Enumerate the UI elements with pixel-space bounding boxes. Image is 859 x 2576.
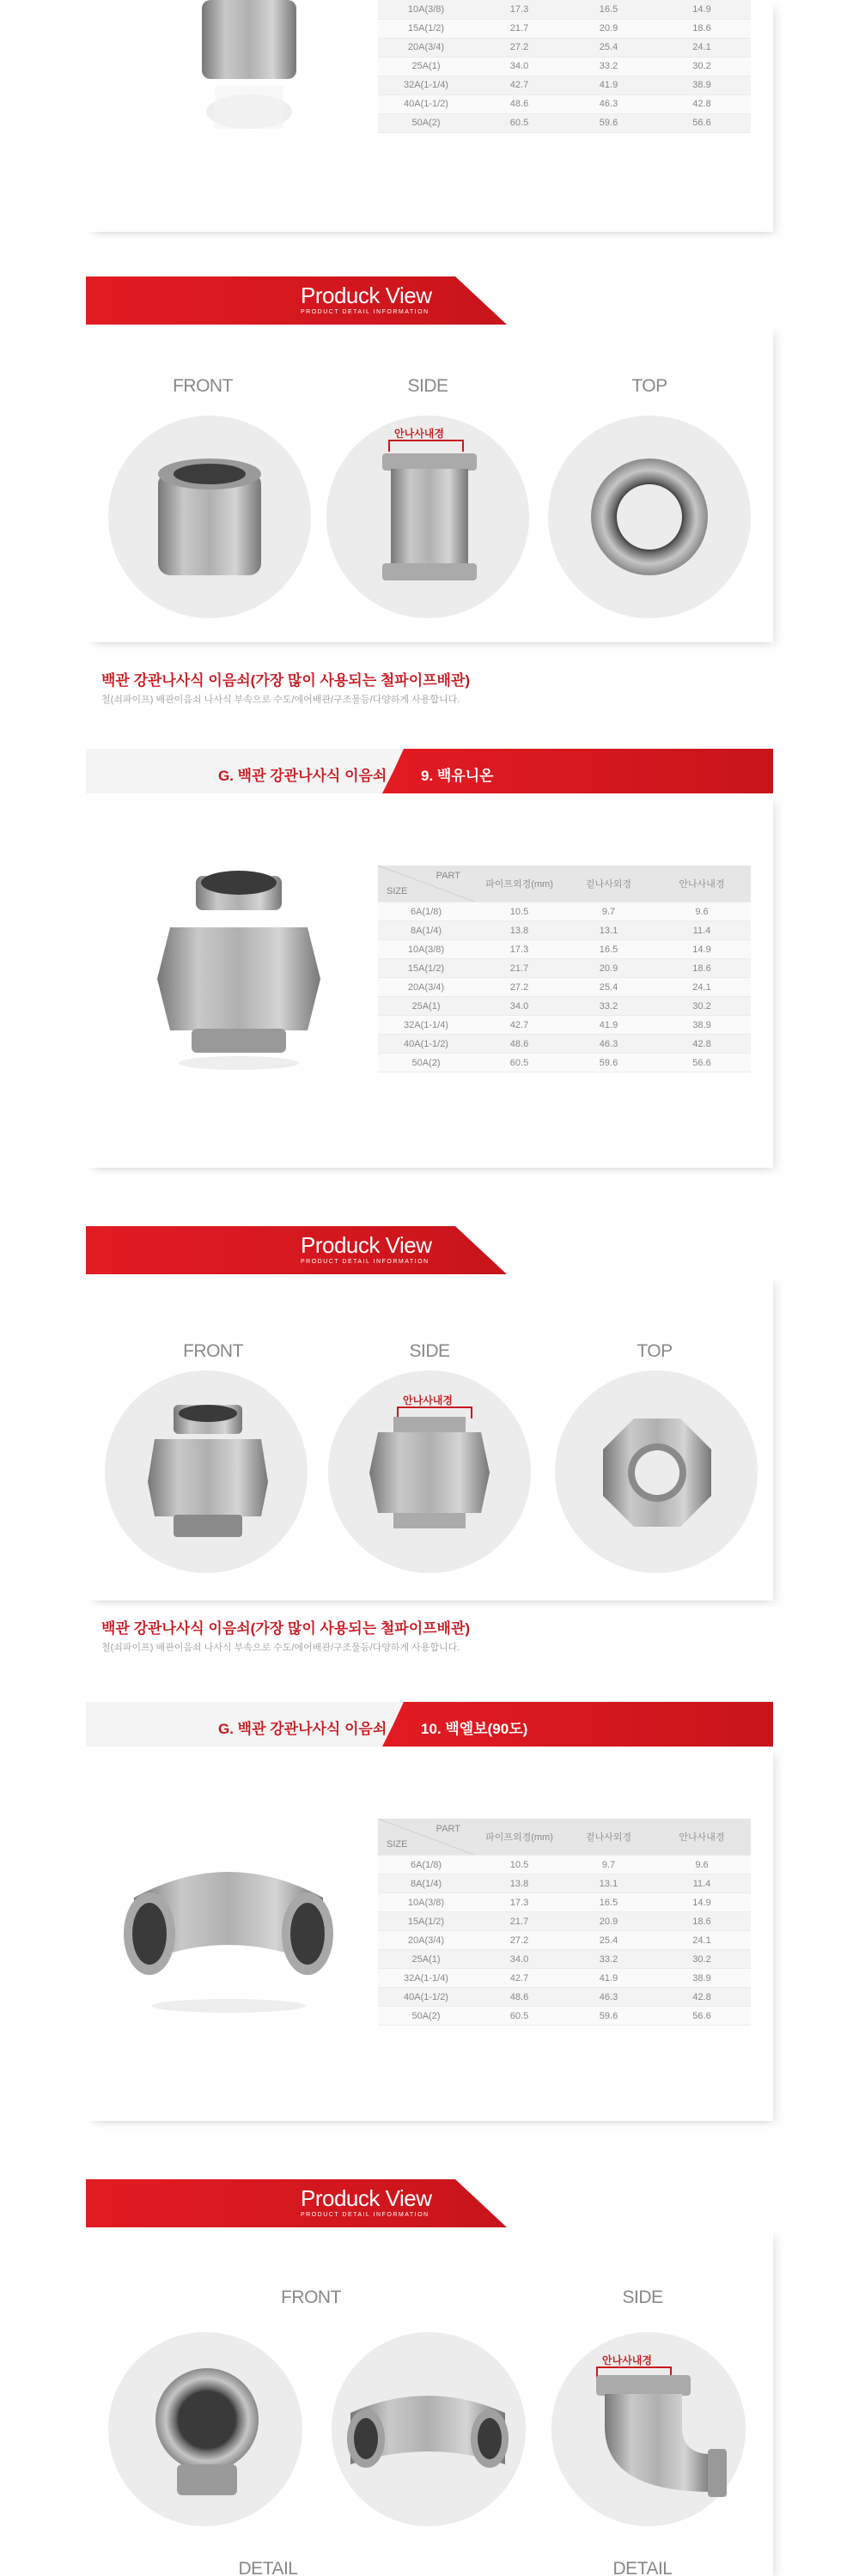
column-header: 겉나사외경 [564, 1819, 653, 1856]
product-view-title: Produck View [301, 1232, 432, 1258]
table-row: 25A(1) 34.0 33.2 30.2 [378, 1950, 751, 1969]
table-row: 50A(2) 60.5 59.6 56.6 [378, 2007, 751, 2026]
elbow-side-image [574, 2375, 728, 2504]
table-row: 20A(3/4) 27.2 25.4 24.1 [378, 1931, 751, 1950]
table-row: 50A(2) 60.5 59.6 56.6 [378, 1054, 751, 1072]
table-row: 15A(1/2) 21.7 20.9 18.6 [378, 959, 751, 978]
table-row: 25A(1) 34.0 33.2 30.2 [378, 57, 751, 76]
inner-thread-label: 안나사내경 [602, 2354, 652, 2366]
table-row: 8A(1/4) 13.8 13.1 11.4 [378, 921, 751, 940]
view-label-detail: DETAIL [238, 2559, 298, 2576]
table-row: 40A(1-1/2) 48.6 46.3 42.8 [378, 94, 751, 113]
view-label-front: FRONT [183, 1341, 243, 1361]
table-row: 15A(1/2) 21.7 20.9 18.6 [378, 19, 751, 38]
product-view-subtitle: PRODUCT DETAIL INFORMATION [301, 1259, 430, 1265]
inner-thread-label: 안나사내경 [403, 1394, 453, 1406]
table-row: 50A(2) 60.5 59.6 56.6 [378, 113, 751, 132]
table-row: 40A(1-1/2) 48.6 46.3 42.8 [378, 1988, 751, 2007]
elbow-front-image-a [143, 2361, 271, 2499]
description-text: 철(쇠파이프) 배관이음쇠 나사식 부속으로 수도/에어배관/구조물등/다양하게 사용합니다. [101, 1643, 460, 1653]
section-product: 9. 백유니온 [421, 768, 494, 784]
view-label-top: TOP [637, 1341, 673, 1361]
socket-spec-table [378, 0, 751, 133]
description-title: 백관 강관나사식 이음쇠(가장 많이 사용되는 철파이프배관) [101, 1620, 471, 1637]
table-row: 6A(1/8) 10.5 9.7 9.6 [378, 902, 751, 921]
table-row: 10A(3/8) 17.3 16.5 14.9 [378, 1893, 751, 1912]
view-label-front: FRONT [173, 376, 233, 396]
socket-product-image [193, 0, 305, 146]
column-header: 안나사내경 [653, 1819, 751, 1856]
section-banner-elbow [86, 1702, 773, 1747]
product-view-banner [86, 2179, 507, 2227]
table-row: 10A(3/8) 17.3 16.5 14.9 [378, 940, 751, 959]
product-view-title: Produck View [301, 2185, 432, 2211]
union-spec-table [378, 866, 751, 1072]
header-part: PART [436, 1824, 460, 1834]
socket-top-image [589, 457, 710, 577]
view-label-side: SIDE [622, 2287, 663, 2307]
union-front-image [148, 1405, 268, 1542]
union-side-image [369, 1417, 490, 1528]
inner-thread-label: 안나사내경 [394, 428, 444, 440]
table-row: 32A(1-1/4) 42.7 41.9 38.9 [378, 76, 751, 94]
elbow-spec-table [378, 1819, 751, 2026]
table-row: 10A(3/8) 17.3 16.5 14.9 [378, 0, 751, 19]
union-product-image [153, 867, 325, 1073]
view-label-side: SIDE [407, 376, 448, 396]
table-header-row [378, 1819, 751, 1856]
table-row: 32A(1-1/4) 42.7 41.9 38.9 [378, 1016, 751, 1035]
view-label-front: FRONT [281, 2287, 341, 2307]
inner-thread-bracket [388, 440, 464, 452]
description-text: 철(쇠파이프) 배관이음쇠 나사식 부속으로 수도/에어배관/구조물등/다양하게 사용합니다. [101, 695, 460, 705]
socket-front-image [149, 455, 270, 584]
view-label-side: SIDE [409, 1341, 450, 1361]
column-header: 파이프외경(mm) [474, 866, 564, 902]
table-header-row [378, 866, 751, 902]
product-view-subtitle: PRODUCT DETAIL INFORMATION [301, 309, 430, 315]
section-product: 10. 백엘보(90도) [421, 1721, 528, 1737]
section-banner-union [86, 749, 773, 793]
section-category: G. 백관 강관나사식 이음쇠 [218, 768, 387, 784]
product-view-title: Produck View [301, 283, 432, 308]
table-row: 8A(1/4) 13.8 13.1 11.4 [378, 1874, 751, 1893]
table-row: 32A(1-1/4) 42.7 41.9 38.9 [378, 1969, 751, 1988]
table-row: 15A(1/2) 21.7 20.9 18.6 [378, 1912, 751, 1931]
product-view-subtitle: PRODUCT DETAIL INFORMATION [301, 2212, 430, 2218]
table-row: 20A(3/4) 27.2 25.4 24.1 [378, 978, 751, 997]
column-header: 겉나사외경 [564, 866, 653, 902]
product-view-banner [86, 1226, 507, 1274]
product-view-banner [86, 276, 507, 325]
column-header: 안나사내경 [653, 866, 751, 902]
table-row: 6A(1/8) 10.5 9.7 9.6 [378, 1856, 751, 1874]
elbow-front-image-b [342, 2379, 514, 2490]
header-part: PART [436, 871, 460, 881]
view-label-top: TOP [631, 376, 667, 396]
header-size: SIZE [387, 1839, 408, 1850]
table-row: 25A(1) 34.0 33.2 30.2 [378, 997, 751, 1016]
view-label-detail: DETAIL [612, 2559, 673, 2576]
table-row: 20A(3/4) 27.2 25.4 24.1 [378, 38, 751, 57]
section-category: G. 백관 강관나사식 이음쇠 [218, 1721, 387, 1737]
union-top-image [601, 1417, 713, 1528]
elbow-product-image [117, 1838, 340, 2018]
description-title: 백관 강관나사식 이음쇠(가장 많이 사용되는 철파이프배관) [101, 672, 471, 689]
column-header: 파이프외경(mm) [474, 1819, 564, 1856]
header-size: SIZE [387, 886, 408, 896]
socket-side-image [378, 453, 481, 582]
table-row: 40A(1-1/2) 48.6 46.3 42.8 [378, 1035, 751, 1054]
